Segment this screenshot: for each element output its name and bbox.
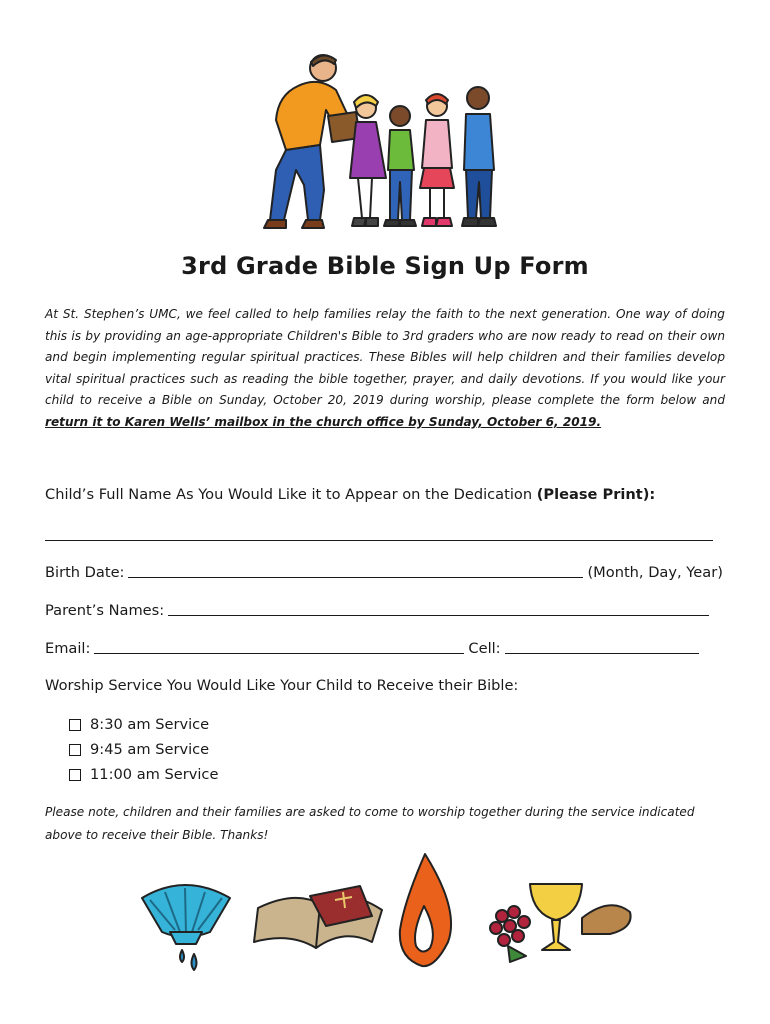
checkbox-0945[interactable] [69, 744, 81, 756]
service-option-label: 8:30 am Service [90, 716, 210, 733]
shell-water-icon [142, 885, 230, 970]
service-option-0830[interactable] [69, 716, 209, 733]
form-title: 3rd Grade Bible Sign Up Form [181, 252, 589, 280]
contact-row [45, 639, 703, 657]
parents-names-row [45, 601, 713, 619]
intro-paragraph [45, 304, 725, 434]
man-giving-bible-to-children-illustration [238, 50, 500, 235]
service-option-label: 11:00 am Service [90, 766, 219, 783]
birth-date-row [45, 563, 723, 581]
parents-names-field[interactable] [168, 601, 709, 616]
footer-icons [130, 850, 640, 980]
child-name-field[interactable] [45, 540, 713, 541]
checkbox-1100[interactable] [69, 769, 81, 781]
intro-text: At St. Stephen’s UMC, we feel called to help families relay the faith to the next generation. One way of doing this is by providing an age-appropriate Children's Bible to 3rd graders who are now ready to read on their own and begin implementing regular spiritual practices. These Bibles will help children and their families develop vital spiritual practices such as reading the bible together, prayer, and daily devotions. If you would like your child to receive a Bible on Sunday, October 20, 2019 during worship, please complete the form below and [45, 307, 725, 408]
worship-note: Please note, children and their families are asked to come to worship together during the service indicated above to receive their Bible. Thanks! [45, 805, 695, 842]
please-print-hint: (Please Print): [536, 486, 656, 503]
chalice-grapes-bread-icon [490, 884, 631, 962]
birth-date-format: (Month, Day, Year) [587, 564, 723, 581]
service-option-0945[interactable] [69, 741, 209, 758]
child-name-label-row [45, 486, 655, 503]
child-name-label: Child’s Full Name As You Would Like it to Appear on the Dedication [45, 486, 537, 503]
parents-names-label: Parent’s Names: [45, 602, 165, 619]
service-option-1100[interactable] [69, 766, 218, 783]
birth-date-field[interactable] [128, 563, 583, 578]
cell-field[interactable] [505, 639, 699, 654]
return-instructions: return it to Karen Wells’ mailbox in the church office by Sunday, October 6, 2019. [45, 414, 602, 429]
cell-label: Cell: [468, 640, 501, 657]
checkbox-0830[interactable] [69, 719, 81, 731]
open-bible-icon [254, 886, 382, 948]
birth-date-label: Birth Date: [45, 564, 125, 581]
email-field[interactable] [94, 639, 464, 654]
service-option-label: 9:45 am Service [90, 741, 210, 758]
flame-icon [400, 854, 451, 966]
email-label: Email: [45, 640, 91, 657]
worship-service-label: Worship Service You Would Like Your Child to Receive their Bible: [45, 677, 519, 694]
